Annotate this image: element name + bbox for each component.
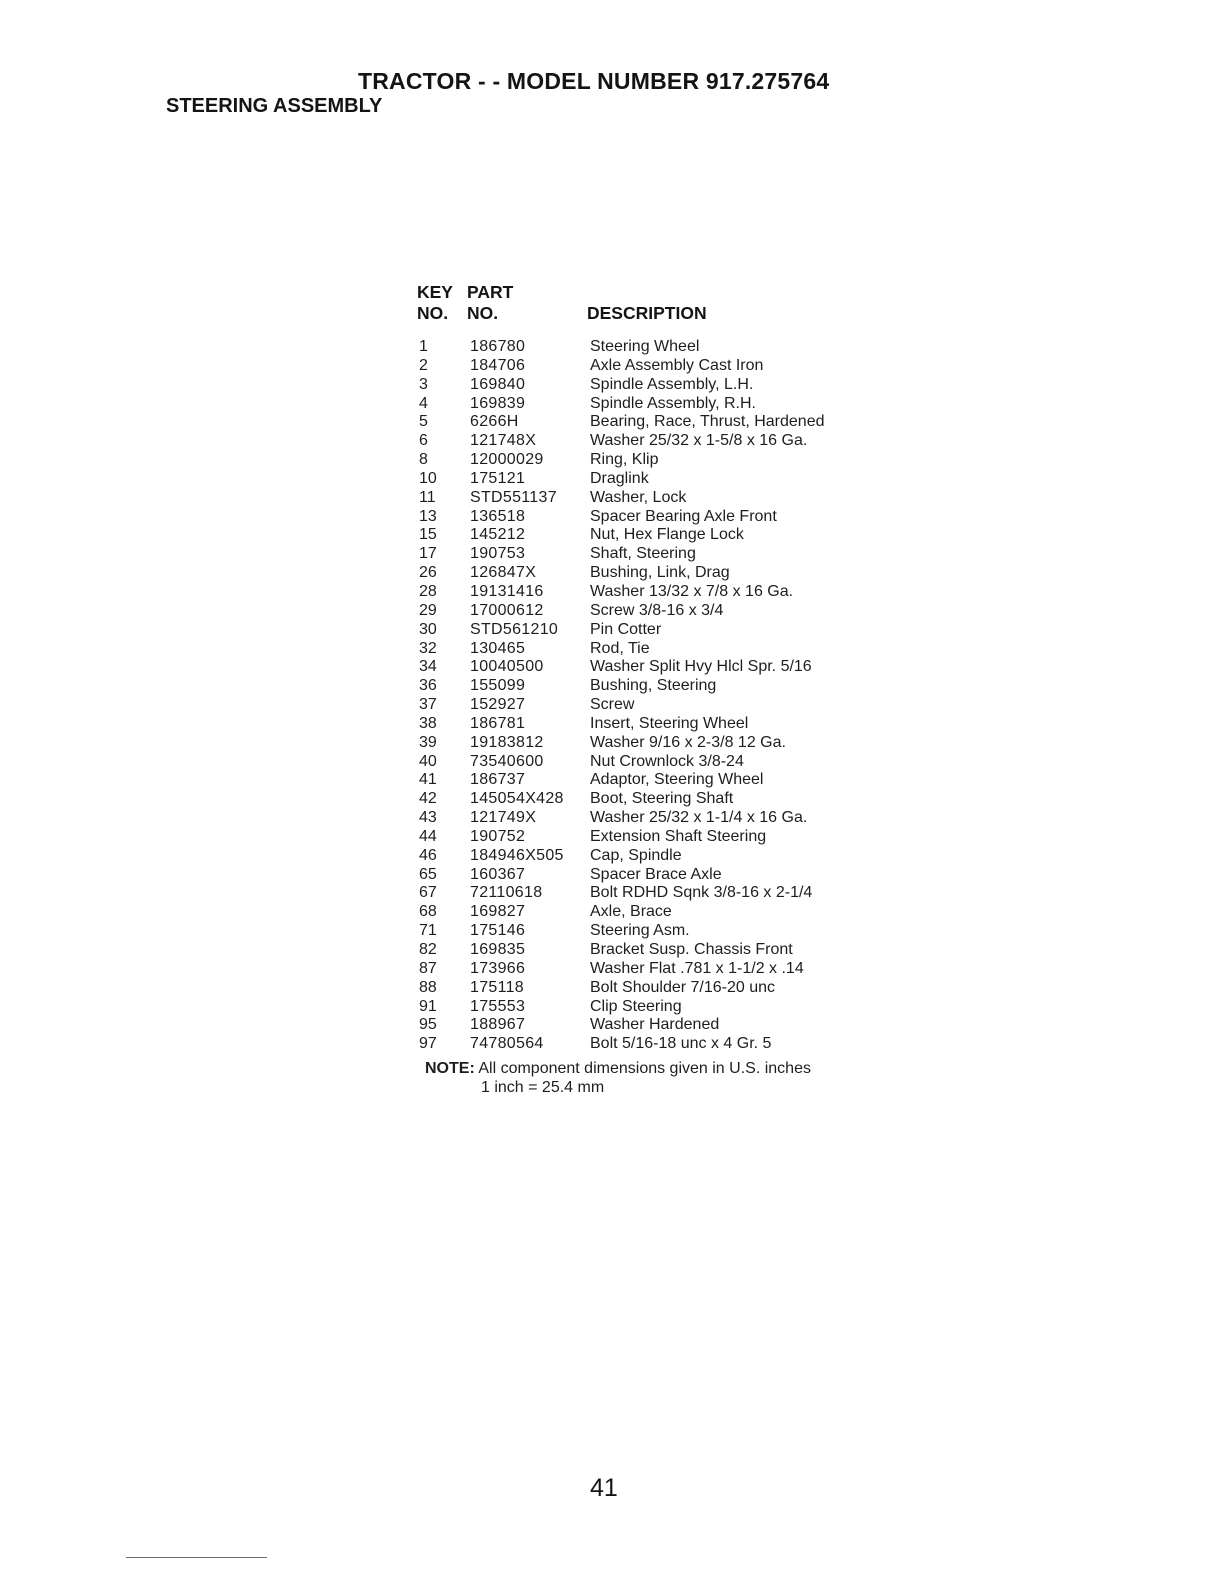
part-description: Washer Split Hvy Hlcl Spr. 5/16 [590, 658, 812, 676]
key-number: 1 [419, 338, 428, 355]
key-number: 17 [419, 545, 437, 563]
part-number: STD561210 [470, 620, 559, 638]
part-number: STD551137 [470, 488, 557, 506]
part-description: Axle, Brace [590, 903, 672, 921]
key-number: 37 [419, 696, 437, 714]
part-number: 175118 [470, 978, 525, 996]
note-label: NOTE: [425, 1060, 475, 1077]
part-number: 175121 [470, 469, 526, 487]
part-number: 126847X [470, 564, 537, 582]
key-number: 46 [419, 846, 437, 864]
part-description: Axle Assembly Cast Iron [590, 356, 764, 374]
part-description: Bearing, Race, Thrust, Hardened [590, 413, 825, 431]
key-number: 97 [419, 1035, 437, 1053]
key-number: 71 [419, 922, 437, 940]
part-description: Cap, Spindle [590, 846, 682, 864]
part-number: 184946X505 [470, 846, 564, 864]
key-header-line2: NO. [417, 303, 449, 323]
key-number: 42 [419, 790, 437, 808]
key-number: 67 [419, 884, 437, 902]
key-number: 41 [419, 771, 437, 789]
part-description: Ring, Klip [590, 451, 659, 469]
part-description: Bolt 5/16-18 unc x 4 Gr. 5 [590, 1035, 772, 1053]
part-description: Spacer Bearing Axle Front [590, 507, 777, 525]
part-number: 136518 [470, 507, 526, 525]
part-number: 173966 [470, 959, 526, 977]
key-number: 11 [419, 488, 436, 506]
part-description: Pin Cotter [590, 620, 662, 638]
part-description: Steering Asm. [590, 922, 690, 940]
part-description: Bushing, Link, Drag [590, 564, 730, 582]
part-description: Spacer Brace Axle [590, 865, 722, 883]
part-description: Washer, Lock [590, 488, 687, 506]
key-number: 5 [419, 413, 428, 431]
part-number: 190752 [470, 827, 526, 845]
part-number: 121748X [470, 432, 537, 450]
key-number: 13 [419, 507, 437, 525]
part-number: 73540600 [470, 752, 544, 770]
key-number: 40 [419, 752, 437, 770]
part-header-line2: NO. [467, 303, 499, 323]
part-description: Washer 25/32 x 1-5/8 x 16 Ga. [590, 432, 808, 450]
part-number: 175553 [470, 997, 526, 1015]
description-header: DESCRIPTION [587, 303, 707, 323]
part-number: 155099 [470, 677, 526, 695]
note-conversion: 1 inch = 25.4 mm [481, 1079, 605, 1096]
part-number: 19183812 [470, 733, 544, 751]
key-number: 10 [419, 469, 437, 487]
key-number: 15 [419, 526, 437, 544]
key-number: 43 [419, 809, 437, 827]
part-description: Spindle Assembly, R.H. [590, 394, 756, 412]
part-description: Bracket Susp. Chassis Front [590, 941, 793, 958]
part-description: Adaptor, Steering Wheel [590, 771, 764, 789]
part-description: Boot, Steering Shaft [590, 790, 734, 808]
key-number: 87 [419, 959, 437, 977]
key-number: 44 [419, 827, 437, 845]
key-number: 32 [419, 639, 437, 657]
key-header-line1: KEY [417, 282, 453, 302]
part-number: 121749X [470, 809, 537, 827]
part-description: Washer Flat .781 x 1-1/2 x .14 [590, 959, 804, 977]
part-header-line1: PART [467, 282, 514, 302]
part-number: 190753 [470, 545, 526, 563]
part-number: 72110618 [470, 884, 543, 902]
part-description: Washer 13/32 x 7/8 x 16 Ga. [590, 582, 794, 600]
key-number: 6 [419, 432, 428, 450]
key-number: 88 [419, 978, 437, 996]
part-number: 169827 [470, 903, 526, 921]
part-number: 10040500 [470, 658, 544, 676]
page-number: 41 [590, 1474, 618, 1502]
key-number: 91 [419, 997, 437, 1015]
part-description: Bushing, Steering [590, 677, 717, 695]
note [425, 1060, 811, 1078]
part-description: Screw [590, 696, 635, 714]
footer-rule [126, 1557, 267, 1558]
key-number: 3 [419, 375, 428, 393]
key-number: 36 [419, 677, 437, 695]
part-number: 188967 [470, 1016, 526, 1034]
part-number: 17000612 [470, 601, 544, 619]
key-number: 39 [419, 733, 437, 751]
part-number: 169835 [470, 941, 526, 958]
part-number: 145054X428 [470, 790, 564, 808]
key-number: 82 [419, 941, 437, 958]
part-number: 12000029 [470, 451, 544, 469]
part-description: Nut, Hex Flange Lock [590, 526, 744, 544]
key-number: 8 [419, 451, 428, 469]
key-number: 4 [419, 394, 428, 412]
part-description: Insert, Steering Wheel [590, 714, 749, 732]
section-title: STEERING ASSEMBLY [166, 95, 383, 117]
part-description: Screw 3/8-16 x 3/4 [590, 601, 724, 619]
part-number: 169840 [470, 375, 526, 393]
page-title: TRACTOR - - MODEL NUMBER 917.275764 [358, 68, 830, 94]
part-number: 19131416 [470, 582, 544, 600]
part-description: Shaft, Steering [590, 545, 696, 563]
part-number: 160367 [470, 865, 526, 883]
part-number: 169839 [470, 394, 526, 412]
part-number: 175146 [470, 922, 526, 940]
key-number: 29 [419, 601, 437, 619]
part-number: 145212 [470, 526, 526, 544]
key-number: 68 [419, 903, 437, 921]
key-number: 65 [419, 865, 437, 883]
part-description: Bolt RDHD Sqnk 3/8-16 x 2-1/4 [590, 884, 813, 902]
part-description: Steering Wheel [590, 338, 700, 355]
key-number: 26 [419, 564, 437, 582]
part-description: Spindle Assembly, L.H. [590, 375, 754, 393]
key-number: 95 [419, 1016, 437, 1034]
key-number: 34 [419, 658, 437, 676]
part-description: Draglink [590, 469, 649, 487]
part-number: 6266H [470, 413, 519, 431]
part-number: 186781 [470, 714, 526, 732]
part-number: 186780 [470, 338, 526, 355]
part-description: Bolt Shoulder 7/16-20 unc [590, 978, 776, 996]
part-description: Washer 9/16 x 2-3/8 12 Ga. [590, 733, 786, 751]
part-description: Clip Steering [590, 997, 682, 1015]
part-number: 152927 [470, 696, 526, 714]
key-number: 28 [419, 582, 437, 600]
note-text: All component dimensions given in U.S. inches [474, 1060, 811, 1077]
part-description: Rod, Tie [590, 639, 650, 657]
key-number: 30 [419, 620, 437, 638]
part-description: Extension Shaft Steering [590, 827, 767, 845]
part-number: 184706 [470, 356, 526, 374]
part-number: 130465 [470, 639, 526, 657]
part-description: Nut Crownlock 3/8-24 [590, 752, 744, 770]
part-description: Washer Hardened [590, 1016, 720, 1034]
key-number: 2 [419, 356, 428, 374]
part-description: Washer 25/32 x 1-1/4 x 16 Ga. [590, 809, 808, 827]
key-number: 38 [419, 714, 437, 732]
part-number: 74780564 [470, 1035, 544, 1053]
part-number: 186737 [470, 771, 526, 789]
